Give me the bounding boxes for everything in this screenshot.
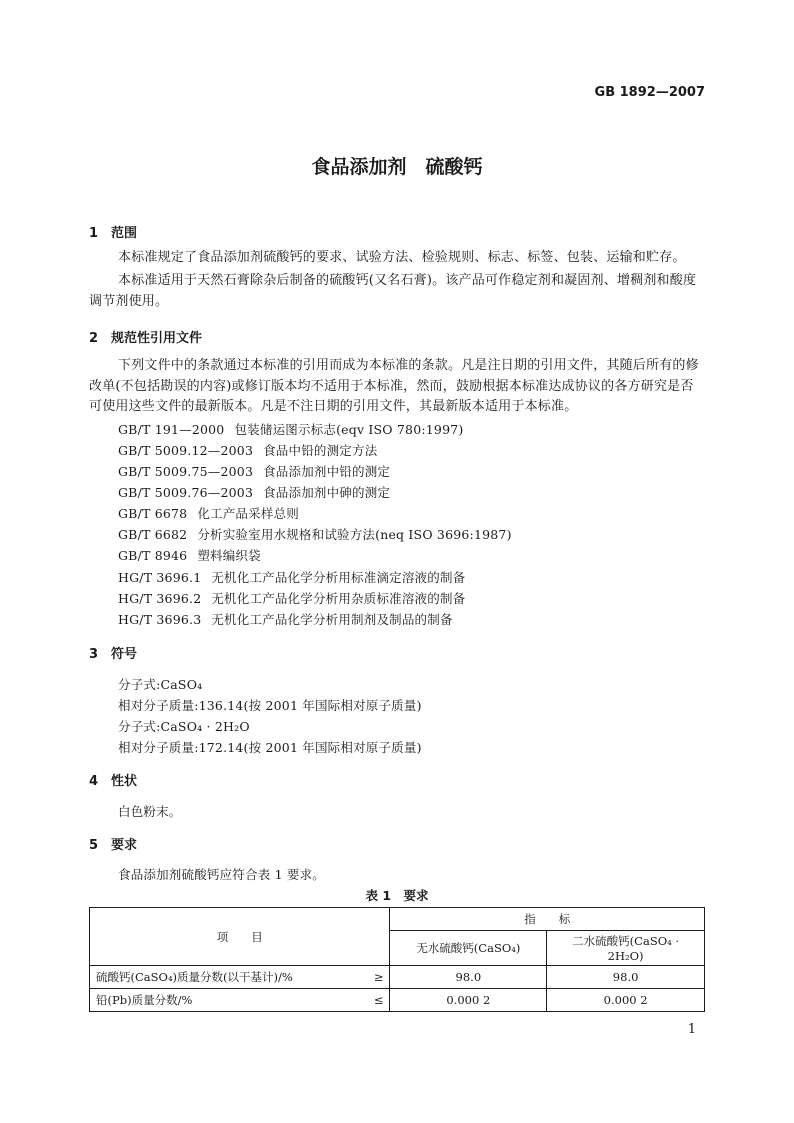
reference-code: GB/T 191—2000: [118, 422, 225, 437]
table-cell-item: [90, 989, 390, 1012]
reference-title: 无机化工产品化学分析用制剂及制品的制备: [211, 612, 453, 627]
reference-code: HG/T 3696.1: [118, 570, 202, 585]
comparison-operator: ≥: [373, 970, 384, 984]
section-1-heading: [89, 222, 137, 241]
table-caption: 表 1 要求: [365, 888, 429, 903]
formula-line: [118, 675, 202, 693]
reference-code: HG/T 3696.2: [118, 591, 202, 606]
page-number: 1: [687, 1022, 696, 1037]
scope-paragraph-1: 本标准规定了食品添加剂硫酸钙的要求、试验方法、检验规则、标志、标签、包装、运输和贮存。: [118, 250, 686, 265]
molecular-mass-line: 相对分子质量:136.14(按 2001 年国际相对原子质量): [118, 698, 422, 713]
reference-title: 食品添加剂中砷的测定: [263, 485, 391, 500]
reference-item: [118, 504, 299, 522]
reference-item: [118, 568, 465, 586]
reference-code: GB/T 8946: [118, 548, 188, 563]
reference-title: 塑料编织袋: [197, 548, 261, 563]
reference-code: GB/T 5009.12—2003: [118, 443, 254, 458]
section-title: 规范性引用文件: [111, 331, 203, 346]
table-cell-item: [90, 966, 390, 989]
formula-line: [118, 717, 250, 735]
section-5-heading: [89, 834, 137, 853]
formula-label: 分子式:: [118, 677, 161, 692]
reference-code: GB/T 5009.75—2003: [118, 464, 254, 479]
reference-code: GB/T 5009.76—2003: [118, 485, 254, 500]
reference-item: [118, 610, 453, 628]
table-subheader-dihydrate: 二水硫酸钙(CaSO₄ · 2H₂O): [547, 931, 705, 966]
reference-title: 食品中铅的测定方法: [263, 443, 378, 458]
references-intro: 下列文件中的条款通过本标准的引用而成为本标准的条款。凡是注日期的引用文件，其随后所有的修改单(不包括勘误的内容)或修订版本均不适用于本标准，然而，鼓励根据本标准达成协议的各方研究是否可使用这些文件的最新版本。凡是不注日期的引用文件，其最新版本适用于本标准。: [89, 358, 699, 414]
table-header-row: [90, 908, 705, 931]
section-2-heading: [89, 327, 202, 346]
section-number: 4: [89, 774, 99, 789]
table-row: [90, 989, 705, 1012]
section-title: 要求: [111, 838, 138, 853]
page-title: 食品添加剂 硫酸钙: [311, 156, 483, 178]
table-header-index: 指 标: [390, 908, 705, 931]
standard-number: GB 1892—2007: [594, 85, 705, 100]
reference-title: 食品添加剂中铅的测定: [263, 464, 391, 479]
table-row: [90, 966, 705, 989]
section-4-heading: [89, 770, 137, 789]
molecular-mass-line: 相对分子质量:172.14(按 2001 年国际相对原子质量): [118, 740, 422, 755]
reference-title: 无机化工产品化学分析用杂质标准溶液的制备: [211, 591, 466, 606]
requirements-table: [89, 907, 705, 1012]
reference-item: [118, 462, 390, 480]
appearance-text: 白色粉末。: [118, 804, 182, 819]
section-title: 符号: [111, 647, 138, 662]
section-number: 2: [89, 331, 99, 346]
reference-code: GB/T 6678: [118, 506, 188, 521]
reference-title: 化工产品采样总则: [197, 506, 299, 521]
reference-title: 包装储运图示标志(eqv ISO 780:1997): [234, 422, 464, 437]
table-subheader-anhydrous: 无水硫酸钙(CaSO₄): [390, 931, 547, 966]
reference-code: GB/T 6682: [118, 527, 188, 542]
scope-paragraph-2: 本标准适用于天然石膏除杂后制备的硫酸钙(又名石膏)。该产品可作稳定剂和凝固剂、增稠剂和酸度调节剂使用。: [89, 273, 697, 309]
section-number: 1: [89, 226, 99, 241]
reference-item: [118, 483, 390, 501]
table-cell-value: 98.0: [390, 966, 547, 989]
table-cell-value: 98.0: [547, 966, 705, 989]
item-label: 硫酸钙(CaSO₄)质量分数(以干基计)/%: [96, 970, 293, 984]
section-number: 5: [89, 838, 99, 853]
formula-label: 分子式:: [118, 719, 161, 734]
section-title: 性状: [111, 774, 138, 789]
table-cell-value: 0.000 2: [547, 989, 705, 1012]
reference-title: 分析实验室用水规格和试验方法(neq ISO 3696:1987): [197, 527, 512, 542]
reference-item: [118, 525, 512, 543]
section-number: 3: [89, 647, 99, 662]
table-cell-value: 0.000 2: [390, 989, 547, 1012]
reference-title: 无机化工产品化学分析用标准滴定溶液的制备: [211, 570, 466, 585]
reference-item: [118, 546, 261, 564]
reference-item: [118, 420, 463, 438]
section-3-heading: [89, 643, 137, 662]
section-title: 范围: [111, 226, 138, 241]
formula-value: CaSO₄: [160, 677, 203, 692]
requirements-text: 食品添加剂硫酸钙应符合表 1 要求。: [118, 867, 326, 882]
reference-item: [118, 441, 377, 459]
formula-value: CaSO₄ · 2H₂O: [160, 719, 250, 734]
table-header-item: 项 目: [90, 908, 390, 966]
reference-code: HG/T 3696.3: [118, 612, 202, 627]
reference-item: [118, 589, 465, 607]
comparison-operator: ≤: [373, 993, 384, 1007]
item-label: 铅(Pb)质量分数/%: [96, 993, 193, 1007]
